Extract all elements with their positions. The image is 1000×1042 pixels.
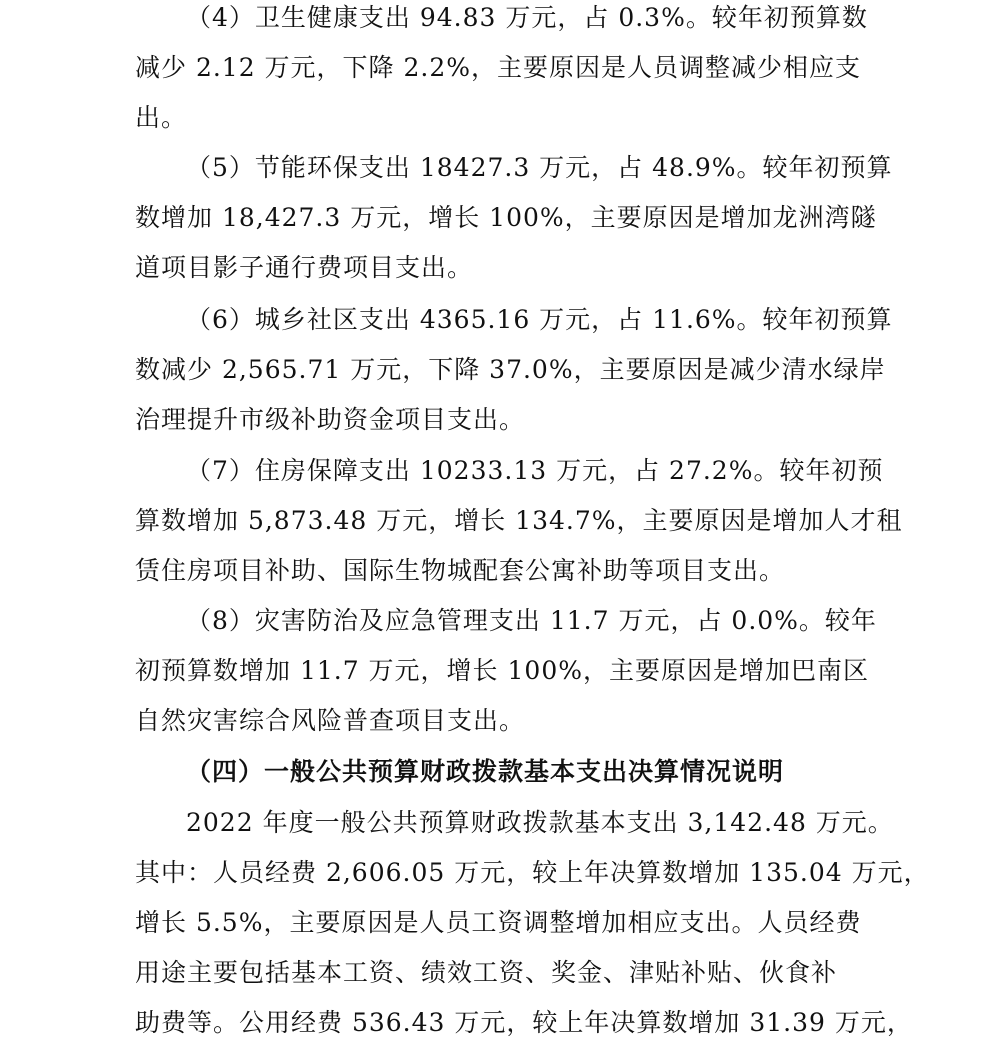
section-heading: （四）一般公共预算财政拨款基本支出决算情况说明 — [186, 757, 785, 786]
text-line: 助费等。公用经费 536.43 万元，较上年决算数增加 31.39 万元， — [135, 1008, 913, 1037]
text-line: 其中：人员经费 2,606.05 万元，较上年决算数增加 135.04 万元， — [135, 858, 930, 887]
text-line: 增长 5.5%，主要原因是人员工资调整增加相应支出。人员经费 — [135, 908, 862, 937]
text-line: 初预算数增加 11.7 万元，增长 100%，主要原因是增加巴南区 — [135, 656, 869, 685]
text-line: （8）灾害防治及应急管理支出 11.7 万元，占 0.0%。较年 — [186, 606, 877, 635]
text-line: 赁住房项目补助、国际生物城配套公寓补助等项目支出。 — [135, 556, 786, 585]
text-line: 出。 — [135, 103, 188, 132]
text-line: （5）节能环保支出 18427.3 万元，占 48.9%。较年初预算 — [186, 153, 893, 182]
text-line: 用途主要包括基本工资、绩效工资、奖金、津贴补贴、伙食补 — [135, 958, 838, 987]
text-line: （4）卫生健康支出 94.83 万元，占 0.3%。较年初预算数 — [186, 3, 868, 32]
text-line: 数减少 2,565.71 万元，下降 37.0%，主要原因是减少清水绿岸 — [135, 355, 886, 384]
text-line: （7）住房保障支出 10233.13 万元，占 27.2%。较年初预 — [186, 456, 884, 485]
text-line: 2022 年度一般公共预算财政拨款基本支出 3,142.48 万元。 — [186, 808, 894, 837]
text-line: 道项目影子通行费项目支出。 — [135, 253, 474, 282]
text-line: （6）城乡社区支出 4365.16 万元，占 11.6%。较年初预算 — [186, 305, 893, 334]
text-line: 自然灾害综合风险普查项目支出。 — [135, 706, 526, 735]
text-line: 治理提升市级补助资金项目支出。 — [135, 405, 526, 434]
text-line: 数增加 18,427.3 万元，增长 100%，主要原因是增加龙洲湾隧 — [135, 203, 877, 232]
text-line: 算数增加 5,873.48 万元，增长 134.7%，主要原因是增加人才租 — [135, 506, 903, 535]
text-line: 减少 2.12 万元，下降 2.2%，主要原因是人员调整减少相应支 — [135, 53, 862, 82]
